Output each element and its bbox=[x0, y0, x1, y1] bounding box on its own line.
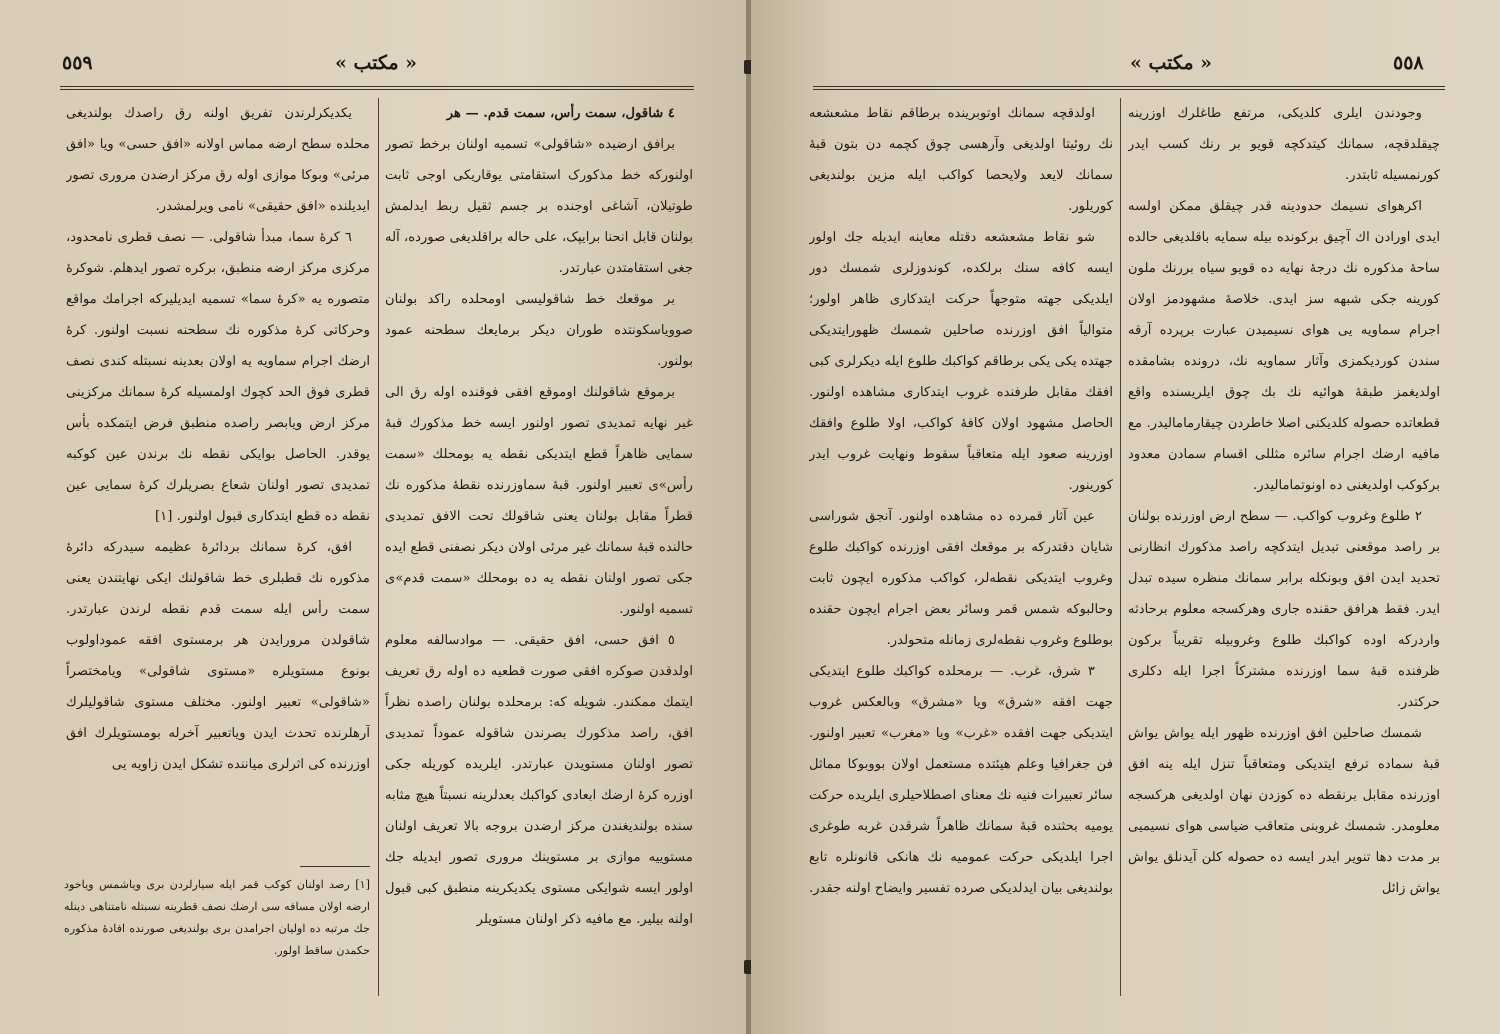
left-running-title: « مکتب » bbox=[334, 52, 418, 74]
right-running-title: « مکتب » bbox=[1129, 52, 1213, 74]
left-page-left-column bbox=[66, 98, 370, 868]
paragraph: ٢ طلوع وغروب کواکب. — سطح ارض اوزرنده بولنان بر راصد موقعنی تبدیل ایتدکچه راصد مذکورك انظارنی تحدید ایدن افق وبونکله برابر سمانك منظره سیده تبدل ایدر. فقط هرافق حقنده جاری وهرکسجه معلوم برحادثه واردرکه اوده کواکبك طلوع وغروبیله تقریباً برکون ظرفنده قبهٔ سما اوزرنده مشترکاً اجرا ایله دکلری حرکتدر. bbox=[1128, 509, 1440, 710]
column-divider bbox=[378, 98, 379, 996]
paragraph: ٥ افق حسی، افق حقیقی. — موادسالفه معلوم اولدقدن صوکره افقی صورت قطعیه ده اوله رق تعریف ایتمك ممکندر. شویله که: برمحلده بولنان راصده نظراً افق، راصد مذکورك بصرندن شاقوله عموداً تمدیدی تصور اولنان مستویدن عبارتدر. ایلریده کوریله جکی اوزره کرهٔ ارضك ابعادی کواکبك بعدلرینه نسبتاً هیچ مثابه سنده بولندیغندن مرکز ارضدن بروجه بالا تعریف اولنان مستوییه موازی بر مستوینك مروری تصور ایدیله جك اولور ایسه شوایکی مستوی یکدیکرینه منطبق کبی قبول اولنه بیلیر. مع مافیه ذکر اولنان مستویلر bbox=[385, 633, 693, 927]
footnote-rule bbox=[300, 866, 370, 867]
paragraph: ٣ شرق، غرب. — برمحلده کواکبك طلوع ایتدیکی جهت افقه «شرق» ویا «مشرق» وبالعکس غروب ایتدیکی جهت افقده «غرب» ویا «مغرب» تعبیر اولنور. فن جغرافیا وعلم هیئتده مستعمل اولان بووبوکا مماثل سائر تعبیرات فنیه نك معنای اصطلاحیلری ایلریده حرکت یومیه بحثنده قبهٔ سمانك ظاهراً شرقدن غربه طوغری اجرا ایلدیکی حرکت عمومیه نك هانکی قانونلره تابع بولندیغی بیان ایدلدیکی صرده تفسیر وایضاح اولنه جقدر. bbox=[809, 664, 1113, 896]
right-page-header bbox=[751, 52, 1500, 80]
paragraph: اکرهوای نسیمك حدودینه قدر چیقلق ممکن اولسه ایدی اورادن اك آچیق برکونده بیله سمایه باقلدیغی حالده ساحهٔ مذکوره نك درجهٔ نهایه ده قویو سیاه بررنك ملون کورینه جکی شبهه سز ایدی. خلاصهٔ مشهودمز اولان اجرام سماویه یی هوای نسیمیدن عبارت برپرده آرقه سندن کوردیکمزی وآثار سماویه نك، درونده بشامقده اولدیغمز طبقهٔ هوائیه نك بك چوق ایلریسنده واقع قطعاتده حصوله کلدیکنی اصلا خاطردن چیقارمامالیدر. مع مافیه ارضك اجرام سائره مثللی اقسام سمادن معدود برکوکب اولدیغنی ده اونوتمامالیدر. bbox=[1128, 199, 1440, 493]
header-rule bbox=[813, 89, 1445, 90]
paragraph: وجودندن ایلری کلدیکی، مرتفع طاغلرك اوزرینه چیقلدقچه، سمانك کیتدکچه قویو بر رنك کسب ایدر کورنمسیله ثابتدر. bbox=[1128, 106, 1440, 183]
paragraph: شمسك صاحلین افق اوزرنده ظهور ایله یواش یواش قبهٔ سماده ترفع ایتدیکی ومتعاقباً تنزل ایله ینه افق اوزرنده مقابل برنقطه ده کوزدن نهان اولدیغی هرکسجه معلومدر. شمسك غروبنی متعاقب ضیاسی هوای نسیمیی بر مدت دها تنویر ایدر ایسه ده حصوله کلن آیدنلق یواش یواش زائل bbox=[1128, 726, 1440, 896]
paragraph: برموقع شاقولنك اوموقع افقی فوقنده اوله رق الی غیر نهایه تمدیدی تصور اولنور ایسه خط مذکورك قبهٔ سمایی ظاهراً قطع ایتدیکی نقطه یه بومحلك «سمت رأس»ی تعبیر اولنور. قبهٔ سماوزرنده نقطهٔ مذکوره نك قطراً مقابل بولنان یعنی شاقولك تحت الافق تمدیدی حالنده قبهٔ سمانك غیر مرئی اولان دیکر نصفنی قطع ایده جکی تصور اولنان نقطه یه ده بومحلك «سمت قدم»ی تسمیه اولنور. bbox=[385, 385, 693, 617]
left-page-number: ٥٥٩ bbox=[62, 52, 93, 74]
left-page-header bbox=[0, 52, 749, 80]
left-page-right-column bbox=[385, 98, 693, 998]
paragraph: برافق ارضیده «شاقولی» تسمیه اولنان برخط تصور اولنورکه خط مذکورک استقامتی یوقاریکی اوجی ثابت طوتیلان، آشاغی اوجنده بر جسم ثقیل ربط ایدلمش بولنان قابل انحنا برایپک، علی حاله براقلدیغی صورده، آله جغی استقامتدن عبارتدر. bbox=[385, 137, 693, 276]
right-page-left-column bbox=[809, 98, 1113, 998]
paragraph: یکدیکرلرندن تفریق اولنه رق راصدك بولندیغی محلده سطح ارضه مماس اولانه «افق حسی» ویا «افق مرئی» وبوکا موازی اوله رق مرکز ارضدن مروری تصور ایدیلنده «افق حقیقی» نامی ویرلمشدر. bbox=[66, 106, 370, 214]
header-rule bbox=[60, 89, 694, 90]
paragraph: شو نقاط مشعشعه دقتله معاینه ایدیله جك اولور ایسه کافه سنك برلکده، کوندوزلری شمسك دور ایلدیکی جهته متوجهاً حرکت ایتدکاری ظاهر اولور؛ متوالیاً افق اوزرنده صاحلین شمسك ظهورایتدیکی جهتده یکی یکی برطاقم کواکبك طلوع ایله دیکرلری کبی افقك مقابل طرفنده غروب ایتدکاری مشاهده اولنور. الحاصل مشهود اولان کافهٔ کواکب، اولا طلوع وافقك اوزرینه صعود ایله متعاقباً سقوط ونهایت غروب ایدر کورینور. bbox=[809, 230, 1113, 493]
header-rule bbox=[60, 86, 694, 87]
right-page-number: ٥٥٨ bbox=[1393, 52, 1424, 74]
header-rule bbox=[813, 86, 1445, 87]
paragraph: ٦ کرهٔ سما، مبدأ شاقولی. — نصف قطری نامحدود، مرکزی مرکز ارضه منطبق، برکره تصور ایدهلم. شوکرهٔ متصوره یه «کرهٔ سما» تسمیه ایدیلیرکه اجرامك مواقع وحرکاتی کرهٔ مذکوره نك سطحنه نسبت اولنور. کرهٔ ارضك اجرام سماویه یه اولان بعدینه نسبتله کندی نصف قطری فوق الحد کچوك اولمسیله کرهٔ سمانك مرکزینی مرکز ارض ویابصر راصده منطبق فرض ایتمکده بأس یوقدر. الحاصل بوایکی نقطه نك برندن عین کوکبه تمدیدی تصور اولنان شعاع بصریلرك کرهٔ سمایی عین نقطه ده قطع ایتدکاری قبول اولنور. [١] bbox=[66, 230, 370, 524]
right-page-right-column bbox=[1128, 98, 1440, 998]
footnote: [١] رصد اولنان کوکب قمر ایله سیارلردن بری ویاشمس ویاخود ارضه اولان مسافه سی ارضك نصف قطرینه نسبتله نامتناهی دینله جك مرتبه ده اولیان اجرامدن بری بولندیغی صورنده افادهٔ مذکوره حکمدن ساقط اولور. bbox=[64, 878, 370, 957]
paragraph: افق، کرهٔ سمانك بردائرهٔ عظیمه سیدرکه دائرهٔ مذکوره نك قطبلری خط شاقولنك ایکی نهایتندن یعنی سمت رأس ایله سمت قدم نقطه لرندن عبارتدر. شاقولدن مرورایدن هر برمستوی افقه عموداولوب بونوع مستویلره «مستوی شاقولی» ویامختصراً «شاقولی» تعبیر اولنور. مختلف مستوی شاقولیلرك آرهلرنده تحدث ایدن ویاتعبیر آخرله بومستویلرك افق اوزرنده کی اثرلری میاننده تشکل ایدن زاویه یی bbox=[66, 540, 370, 772]
right-page bbox=[751, 0, 1500, 1034]
paragraph: بر موقعك خط شاقولیسی اومحلده راکد بولنان صوویاسکونتده طوران دیکر برمایعك سطحنه عمود بولنور. bbox=[385, 292, 693, 369]
column-divider bbox=[1120, 98, 1121, 996]
paragraph: ٤ شاقول، سمت رأس، سمت قدم. — هر bbox=[446, 106, 675, 121]
paragraph: عین آثار قمرده ده مشاهده اولنور. آنجق شوراسی شایان دقتدرکه بر موقعك افقی اوزرنده کواکبك طلوع وغروب ایتدیکی نقطه‌لر، کواکب مذکوره ایچون ثابت وحالبوکه شمس قمر وسائر بعض اجرام ایچون حقنده بوطلوع وغروب نقطه‌لری زمانله متحولدر. bbox=[809, 509, 1113, 648]
paragraph: اولدقچه سمانك اوتوبرینده برطاقم نقاط مشعشعه نك روئیتا اولدیغی وآرهسی چوق کچمه دن بتون قبهٔ سمانك لایعد ولایحصا کواکب ایله مزین بولندیغی کوریلور. bbox=[809, 106, 1113, 214]
left-page bbox=[0, 0, 749, 1034]
